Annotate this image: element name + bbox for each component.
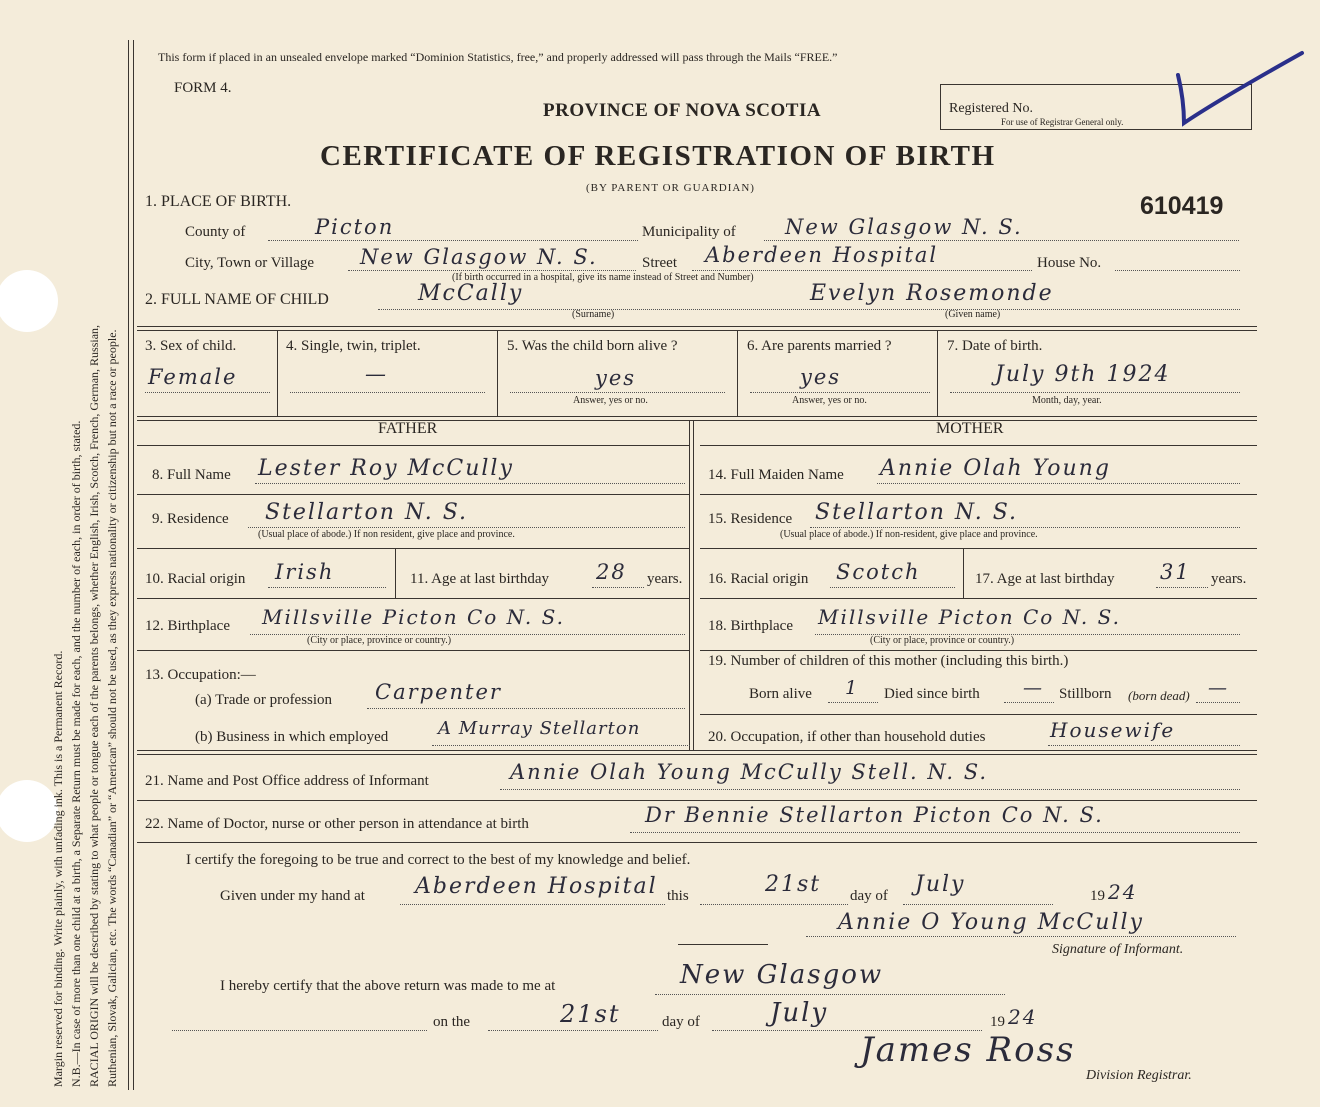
mother-heading: MOTHER	[936, 420, 1004, 437]
divider	[137, 754, 1257, 755]
father-birthplace-note: (City or place, province or country.)	[307, 635, 452, 646]
given-day: 21st	[765, 872, 822, 897]
registrar-month: July	[770, 998, 829, 1028]
sex-label: 3. Sex of child.	[145, 338, 237, 354]
informant-label: 21. Name and Post Office address of Informant	[145, 773, 429, 789]
divider	[137, 420, 1257, 421]
married-note: Answer, yes or no.	[792, 395, 867, 406]
divider	[700, 494, 1257, 495]
trade-label: (a) Trade or profession	[195, 692, 333, 708]
informant-signature-line	[806, 936, 1236, 937]
divider	[137, 598, 689, 599]
municipality-label: Municipality of	[642, 224, 736, 240]
business-label: (b) Business in which employed	[195, 729, 389, 745]
stillborn-line	[1196, 702, 1240, 703]
given-day-line	[700, 904, 848, 905]
house-line	[1115, 270, 1240, 271]
punch-hole	[0, 270, 58, 332]
divider	[700, 598, 1257, 599]
father-residence-note: (Usual place of abode.) If non resident, give place and province.	[258, 529, 515, 540]
father-age: 28	[596, 560, 627, 584]
day-of-label: day of	[850, 888, 888, 904]
mother-occupation: Housewife	[1050, 718, 1176, 742]
father-race: Irish	[275, 560, 335, 584]
mother-residence: Stellarton N. S.	[815, 500, 1018, 525]
child-surname: McCally	[418, 281, 524, 306]
divider	[137, 800, 1257, 801]
child-name-line	[378, 309, 1240, 310]
divider	[137, 445, 689, 446]
mother-age: 31	[1160, 560, 1191, 584]
dob-line	[950, 392, 1240, 393]
county-line	[268, 240, 638, 241]
divider	[937, 330, 938, 416]
mother-race-line	[830, 587, 955, 588]
mother-name: Annie Olah Young	[880, 456, 1111, 481]
mother-residence-note: (Usual place of abode.) If non-resident, give place and province.	[780, 529, 1038, 540]
mother-occupation-line	[1048, 745, 1240, 746]
divider	[137, 326, 1257, 327]
province-heading: PROVINCE OF NOVA SCOTIA	[543, 100, 822, 121]
sex-line	[145, 392, 270, 393]
punch-hole	[0, 780, 58, 842]
divider	[497, 330, 498, 416]
registrar-day-of-label: day of	[662, 1014, 700, 1030]
divider	[689, 420, 690, 750]
this-label: this	[667, 888, 689, 904]
died-line	[1004, 702, 1054, 703]
margin-note: Ruthenian, Slovak, Galician, etc. The words “Canadian” or “American” should not be used, as they express nationality or citizenship but not a race or people.	[105, 329, 119, 1087]
place-of-birth-heading: 1. PLACE OF BIRTH.	[145, 193, 292, 210]
died-label: Died since birth	[884, 686, 980, 702]
father-residence: Stellarton N. S.	[265, 500, 468, 525]
divider	[395, 548, 396, 598]
registrar-filler-line	[172, 1030, 427, 1031]
mother-age-label: 17. Age at last birthday	[975, 571, 1115, 587]
registrar-day: 21st	[560, 1000, 621, 1028]
father-years-label: years.	[647, 571, 683, 587]
given-month: July	[915, 872, 966, 897]
stillborn-label: Stillborn	[1059, 686, 1112, 702]
divider	[137, 650, 689, 651]
certificate-number: 610419	[1140, 192, 1224, 220]
registrar-text: I hereby certify that the above return was made to me at	[220, 978, 556, 994]
binding-line	[133, 40, 134, 1090]
single-label: 4. Single, twin, triplet.	[286, 338, 421, 354]
divider	[137, 416, 1257, 417]
mother-residence-line	[810, 527, 1240, 528]
certify-text: I certify the foregoing to be true and correct to the best of my knowledge and belief.	[186, 852, 691, 868]
child-given-name: Evelyn Rosemonde	[810, 281, 1054, 306]
born-alive-line	[828, 702, 878, 703]
married-line	[750, 392, 930, 393]
registrar-year: 24	[1008, 1005, 1038, 1029]
business-value: A Murray Stellarton	[438, 718, 641, 739]
father-name-line	[255, 483, 685, 484]
stillborn-value: —	[1208, 677, 1229, 699]
given-year: 24	[1108, 880, 1138, 904]
informant-line	[500, 789, 1240, 790]
city-value: New Glasgow N. S.	[360, 245, 598, 269]
father-residence-label: 9. Residence	[152, 511, 229, 527]
alive-line	[510, 392, 725, 393]
form-number: FORM 4.	[174, 80, 232, 96]
father-heading: FATHER	[378, 420, 438, 437]
died-value: —	[1023, 677, 1044, 699]
margin-note: N.B.—In case of more than one child at a birth, a Separate Return must be made for each, and the number of each, in order of birth, stated.	[69, 420, 83, 1087]
single-value: —	[365, 362, 388, 386]
registrar-signature-label: Division Registrar.	[1086, 1068, 1192, 1083]
mother-race: Scotch	[836, 560, 921, 584]
doctor-label: 22. Name of Doctor, nurse or other person in attendance at birth	[145, 816, 529, 832]
city-line	[348, 270, 636, 271]
registrar-day-line	[488, 1030, 658, 1031]
given-month-line	[903, 904, 1053, 905]
registrar-place: New Glasgow	[680, 960, 884, 990]
street-line	[692, 270, 1032, 271]
father-birthplace: Millsville Picton Co N. S.	[262, 605, 565, 629]
mother-name-label: 14. Full Maiden Name	[708, 467, 844, 483]
year-prefix: 19	[1090, 888, 1105, 904]
mother-years-label: years.	[1211, 571, 1247, 587]
divider	[700, 548, 1257, 549]
dob-note: Month, day, year.	[1032, 395, 1102, 406]
alive-label: 5. Was the child born alive ?	[507, 338, 678, 354]
hospital-note: (If birth occurred in a hospital, give its name instead of Street and Number)	[452, 272, 754, 283]
page-subtitle: (BY PARENT OR GUARDIAN)	[586, 182, 755, 194]
born-alive-label: Born alive	[749, 686, 812, 702]
mother-race-label: 16. Racial origin	[708, 571, 809, 587]
given-place-line	[400, 904, 665, 905]
doctor-value: Dr Bennie Stellarton Picton Co N. S.	[645, 803, 1104, 827]
alive-note: Answer, yes or no.	[573, 395, 648, 406]
surname-note: (Surname)	[572, 309, 615, 320]
trade-value: Carpenter	[375, 680, 502, 704]
child-name-heading: 2. FULL NAME OF CHILD	[145, 291, 329, 308]
children-label: 19. Number of children of this mother (including this birth.)	[708, 653, 1069, 669]
divider	[700, 650, 1257, 651]
divider	[737, 330, 738, 416]
given-under-label: Given under my hand at	[220, 888, 365, 904]
county-label: County of	[185, 224, 246, 240]
sex-value: Female	[148, 365, 238, 389]
mother-occupation-label: 20. Occupation, if other than household duties	[708, 729, 986, 745]
doctor-line	[630, 832, 1240, 833]
mother-birthplace: Millsville Picton Co N. S.	[818, 605, 1121, 629]
check-mark-icon	[1170, 45, 1310, 130]
on-the-label: on the	[433, 1014, 471, 1030]
margin-note: Margin reserved for binding. Write plainly, with unfading ink. This is a Permanent Record.	[51, 650, 65, 1087]
mother-birthplace-note: (City or place, province or country.)	[870, 635, 1015, 646]
divider	[693, 420, 694, 750]
divider	[700, 445, 1257, 446]
binding-line	[128, 40, 129, 1090]
divider	[678, 944, 768, 945]
divider	[137, 330, 1257, 331]
registered-note: For use of Registrar General only.	[1001, 117, 1124, 127]
single-line	[290, 392, 485, 393]
father-race-label: 10. Racial origin	[145, 571, 246, 587]
registrar-signature: James Ross	[860, 1030, 1076, 1070]
mother-age-line	[1156, 587, 1208, 588]
street-label: Street	[642, 255, 677, 271]
registered-label: Registered No.	[949, 101, 1033, 116]
mail-notice: This form if placed in an unsealed envelope marked “Dominion Statistics, free,” and properly addressed will pass through the Mails “FREE.”	[158, 50, 838, 64]
mother-residence-label: 15. Residence	[708, 511, 793, 527]
divider	[277, 330, 278, 416]
mother-name-line	[877, 483, 1240, 484]
informant-signature-label: Signature of Informant.	[1052, 942, 1184, 957]
business-line	[432, 745, 690, 746]
mother-birthplace-label: 18. Birthplace	[708, 618, 793, 634]
divider	[137, 842, 1257, 843]
municipality-value: New Glasgow N. S.	[785, 215, 1023, 239]
father-residence-line	[248, 527, 685, 528]
given-name-note: (Given name)	[945, 309, 1001, 320]
divider	[963, 548, 964, 598]
informant-signature: Annie O Young McCully	[838, 910, 1144, 935]
county-value: Picton	[315, 215, 395, 239]
street-value: Aberdeen Hospital	[705, 243, 939, 267]
born-alive-value: 1	[845, 677, 860, 699]
divider	[137, 548, 689, 549]
registrar-place-line	[655, 994, 1005, 995]
stillborn-note: (born dead)	[1128, 688, 1190, 703]
page-title: CERTIFICATE OF REGISTRATION OF BIRTH	[320, 140, 996, 172]
married-value: yes	[800, 365, 842, 389]
municipality-line	[764, 240, 1239, 241]
divider	[700, 714, 1257, 715]
father-age-label: 11. Age at last birthday	[410, 571, 549, 587]
married-label: 6. Are parents married ?	[747, 338, 892, 354]
trade-line	[367, 708, 685, 709]
father-name: Lester Roy McCully	[258, 456, 514, 481]
informant-value: Annie Olah Young McCully Stell. N. S.	[510, 760, 989, 784]
house-label: House No.	[1037, 255, 1102, 271]
registrar-year-prefix: 19	[990, 1014, 1005, 1030]
alive-value: yes	[595, 366, 637, 390]
dob-value: July 9th 1924	[995, 362, 1171, 387]
divider	[137, 494, 689, 495]
city-label: City, Town or Village	[185, 255, 315, 271]
divider	[137, 750, 1257, 751]
margin-note: RACIAL ORIGIN will be described by stating to what people or tongue each of the parents belongs, whether English, Irish, Scotch, French, German, Russian,	[87, 324, 101, 1087]
father-birthplace-label: 12. Birthplace	[145, 618, 230, 634]
given-place: Aberdeen Hospital	[415, 874, 658, 899]
father-name-label: 8. Full Name	[152, 467, 231, 483]
dob-label: 7. Date of birth.	[947, 338, 1043, 354]
occupation-label: 13. Occupation:—	[145, 667, 256, 683]
father-age-line	[592, 587, 644, 588]
father-race-line	[268, 587, 386, 588]
